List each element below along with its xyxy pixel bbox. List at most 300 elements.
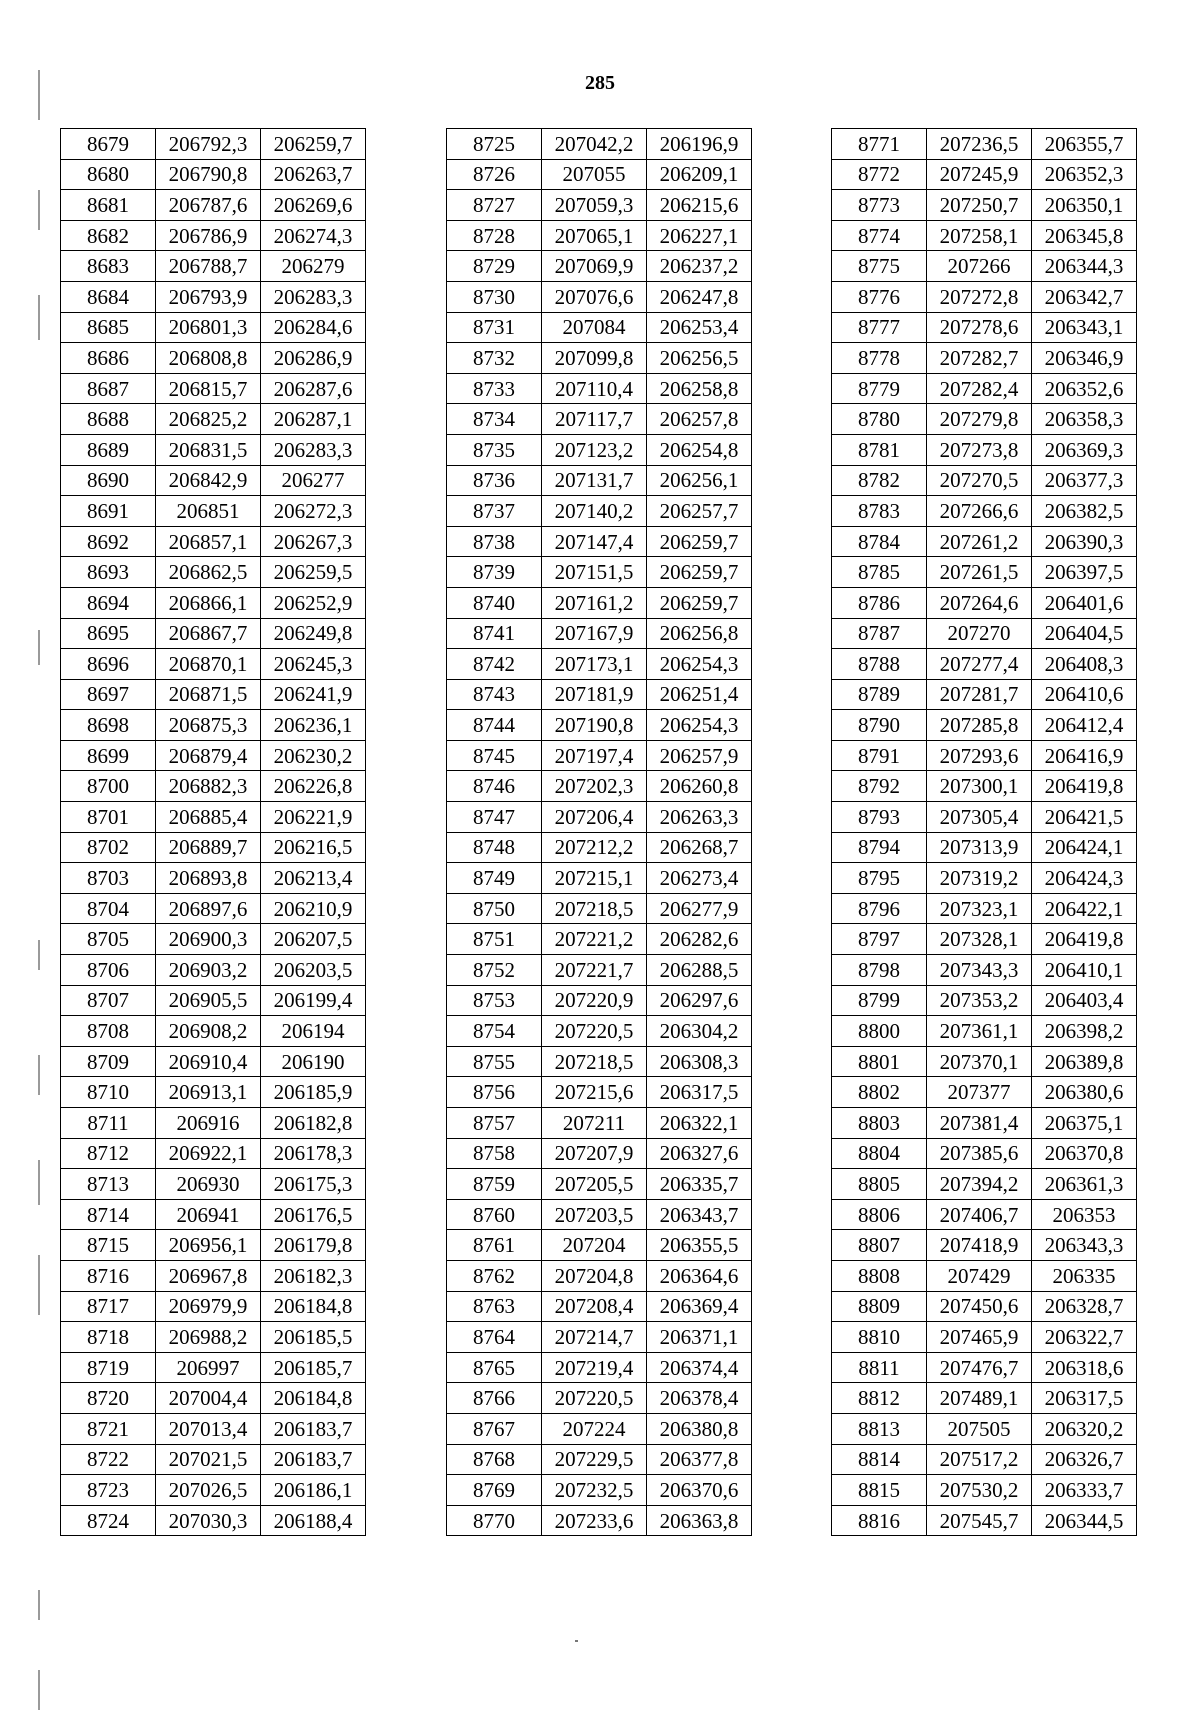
table-row [832,1138,1137,1169]
point-number-cell: 8791 [832,740,927,771]
y-coordinate-cell: 206257,7 [647,496,752,527]
table-row [61,740,366,771]
x-coordinate-cell: 206808,8 [156,343,261,374]
table-row [832,1413,1137,1444]
x-coordinate-cell: 207418,9 [927,1230,1032,1261]
y-coordinate-cell: 206182,3 [261,1260,366,1291]
point-number-cell: 8695 [61,618,156,649]
y-coordinate-cell: 206241,9 [261,679,366,710]
y-coordinate-cell: 206263,3 [647,802,752,833]
point-number-cell: 8782 [832,465,927,496]
x-coordinate-cell: 207545,7 [927,1505,1032,1536]
y-coordinate-cell: 206412,4 [1032,710,1137,741]
y-coordinate-cell: 206370,6 [647,1475,752,1506]
x-coordinate-cell: 207245,9 [927,159,1032,190]
table-row [61,434,366,465]
point-number-cell: 8745 [447,740,542,771]
x-coordinate-cell: 206866,1 [156,587,261,618]
table-row [447,740,752,771]
y-coordinate-cell: 206253,4 [647,312,752,343]
table-row [61,649,366,680]
x-coordinate-cell: 206788,7 [156,251,261,282]
x-coordinate-cell: 207021,5 [156,1444,261,1475]
table-row [832,649,1137,680]
y-coordinate-cell: 206196,9 [647,129,752,160]
table-row [832,1352,1137,1383]
table-row [832,1199,1137,1230]
y-coordinate-cell: 206375,1 [1032,1108,1137,1139]
y-coordinate-cell: 206184,8 [261,1291,366,1322]
y-coordinate-cell: 206210,9 [261,893,366,924]
y-coordinate-cell: 206259,5 [261,557,366,588]
y-coordinate-cell: 206176,5 [261,1199,366,1230]
point-number-cell: 8708 [61,1016,156,1047]
table-row [447,1322,752,1353]
y-coordinate-cell: 206272,3 [261,496,366,527]
y-coordinate-cell: 206254,3 [647,710,752,741]
x-coordinate-cell: 207211 [542,1108,647,1139]
y-coordinate-cell: 206377,8 [647,1444,752,1475]
y-coordinate-cell: 206186,1 [261,1475,366,1506]
point-number-cell: 8785 [832,557,927,588]
table-row [61,1138,366,1169]
table-row [447,129,752,160]
point-number-cell: 8683 [61,251,156,282]
y-coordinate-cell: 206328,7 [1032,1291,1137,1322]
point-number-cell: 8799 [832,985,927,1016]
table-row [61,1230,366,1261]
x-coordinate-cell: 206941 [156,1199,261,1230]
table-row [832,1322,1137,1353]
y-coordinate-cell: 206327,6 [647,1138,752,1169]
table-row [447,955,752,986]
table-row [447,343,752,374]
y-coordinate-cell: 206216,5 [261,832,366,863]
point-number-cell: 8740 [447,587,542,618]
x-coordinate-cell: 207328,1 [927,924,1032,955]
point-number-cell: 8776 [832,281,927,312]
x-coordinate-cell: 207013,4 [156,1413,261,1444]
point-number-cell: 8741 [447,618,542,649]
y-coordinate-cell: 206410,1 [1032,955,1137,986]
y-coordinate-cell: 206363,8 [647,1505,752,1536]
y-coordinate-cell: 206226,8 [261,771,366,802]
point-number-cell: 8718 [61,1322,156,1353]
table-row [61,893,366,924]
x-coordinate-cell: 207055 [542,159,647,190]
point-number-cell: 8781 [832,434,927,465]
table-row [61,1291,366,1322]
point-number-cell: 8692 [61,526,156,557]
y-coordinate-cell: 206277 [261,465,366,496]
table-row [447,1291,752,1322]
y-coordinate-cell: 206188,4 [261,1505,366,1536]
table-row [832,159,1137,190]
table-row [447,1046,752,1077]
point-number-cell: 8762 [447,1260,542,1291]
x-coordinate-cell: 207361,1 [927,1016,1032,1047]
x-coordinate-cell: 207076,6 [542,281,647,312]
x-coordinate-cell: 207343,3 [927,955,1032,986]
x-coordinate-cell: 206851 [156,496,261,527]
x-coordinate-cell: 207465,9 [927,1322,1032,1353]
y-coordinate-cell: 206245,3 [261,649,366,680]
table-row [61,1444,366,1475]
table-row [447,771,752,802]
table-row [832,434,1137,465]
x-coordinate-cell: 206885,4 [156,802,261,833]
y-coordinate-cell: 206184,8 [261,1383,366,1414]
table-row [61,771,366,802]
x-coordinate-cell: 207215,6 [542,1077,647,1108]
table-row [447,587,752,618]
point-number-cell: 8816 [832,1505,927,1536]
table-row [447,159,752,190]
x-coordinate-cell: 207282,7 [927,343,1032,374]
point-number-cell: 8783 [832,496,927,527]
table-row [832,220,1137,251]
x-coordinate-cell: 207281,7 [927,679,1032,710]
x-coordinate-cell: 206979,9 [156,1291,261,1322]
table-row [61,190,366,221]
point-number-cell: 8808 [832,1260,927,1291]
table-row [61,985,366,1016]
x-coordinate-cell: 207030,3 [156,1505,261,1536]
point-number-cell: 8748 [447,832,542,863]
table-row [832,251,1137,282]
table-row [447,1444,752,1475]
x-coordinate-cell: 207208,4 [542,1291,647,1322]
y-coordinate-cell: 206221,9 [261,802,366,833]
table-row [832,1046,1137,1077]
table-row [447,679,752,710]
y-coordinate-cell: 206279 [261,251,366,282]
table-row [61,1046,366,1077]
table-row [61,373,366,404]
point-number-cell: 8775 [832,251,927,282]
point-number-cell: 8703 [61,863,156,894]
x-coordinate-cell: 207277,4 [927,649,1032,680]
point-number-cell: 8738 [447,526,542,557]
x-coordinate-cell: 207220,9 [542,985,647,1016]
table-row [61,1352,366,1383]
x-coordinate-cell: 207233,6 [542,1505,647,1536]
x-coordinate-cell: 206787,6 [156,190,261,221]
x-coordinate-cell: 206831,5 [156,434,261,465]
point-number-cell: 8729 [447,251,542,282]
x-coordinate-cell: 206908,2 [156,1016,261,1047]
x-coordinate-cell: 207197,4 [542,740,647,771]
y-coordinate-cell: 206230,2 [261,740,366,771]
table-row [832,1291,1137,1322]
point-number-cell: 8716 [61,1260,156,1291]
x-coordinate-cell: 207264,6 [927,587,1032,618]
x-coordinate-cell: 207406,7 [927,1199,1032,1230]
scan-artifact-line [38,190,40,230]
table-row [832,129,1137,160]
table-row [61,465,366,496]
y-coordinate-cell: 206369,4 [647,1291,752,1322]
table-row [447,312,752,343]
x-coordinate-cell: 207190,8 [542,710,647,741]
point-number-cell: 8735 [447,434,542,465]
point-number-cell: 8756 [447,1077,542,1108]
x-coordinate-cell: 206875,3 [156,710,261,741]
x-coordinate-cell: 207505 [927,1413,1032,1444]
point-number-cell: 8804 [832,1138,927,1169]
x-coordinate-cell: 206900,3 [156,924,261,955]
x-coordinate-cell: 206916 [156,1108,261,1139]
table-row [447,1505,752,1536]
x-coordinate-cell: 207221,2 [542,924,647,955]
y-coordinate-cell: 206185,7 [261,1352,366,1383]
y-coordinate-cell: 206213,4 [261,863,366,894]
x-coordinate-cell: 207270,5 [927,465,1032,496]
x-coordinate-cell: 207140,2 [542,496,647,527]
y-coordinate-cell: 206369,3 [1032,434,1137,465]
table-row [61,1199,366,1230]
point-number-cell: 8723 [61,1475,156,1506]
point-number-cell: 8807 [832,1230,927,1261]
x-coordinate-cell: 206842,9 [156,465,261,496]
y-coordinate-cell: 206269,6 [261,190,366,221]
table-row [61,404,366,435]
table-row [447,1352,752,1383]
x-coordinate-cell: 207147,4 [542,526,647,557]
scan-artifact-line [38,1590,40,1620]
x-coordinate-cell: 207203,5 [542,1199,647,1230]
y-coordinate-cell: 206377,3 [1032,465,1137,496]
x-coordinate-cell: 207221,7 [542,955,647,986]
point-number-cell: 8800 [832,1016,927,1047]
y-coordinate-cell: 206344,3 [1032,251,1137,282]
table-row [447,985,752,1016]
point-number-cell: 8714 [61,1199,156,1230]
x-coordinate-cell: 206857,1 [156,526,261,557]
y-coordinate-cell: 206355,7 [1032,129,1137,160]
table-row [61,220,366,251]
y-coordinate-cell: 206297,6 [647,985,752,1016]
scan-artifact-line [38,630,40,665]
point-number-cell: 8712 [61,1138,156,1169]
point-number-cell: 8755 [447,1046,542,1077]
point-number-cell: 8750 [447,893,542,924]
x-coordinate-cell: 207229,5 [542,1444,647,1475]
y-coordinate-cell: 206267,3 [261,526,366,557]
x-coordinate-cell: 207004,4 [156,1383,261,1414]
x-coordinate-cell: 207218,5 [542,893,647,924]
y-coordinate-cell: 206404,5 [1032,618,1137,649]
point-number-cell: 8682 [61,220,156,251]
x-coordinate-cell: 207167,9 [542,618,647,649]
y-coordinate-cell: 206282,6 [647,924,752,955]
table-row [832,740,1137,771]
table-row [832,190,1137,221]
y-coordinate-cell: 206268,7 [647,832,752,863]
table-row [832,679,1137,710]
x-coordinate-cell: 206786,9 [156,220,261,251]
x-coordinate-cell: 206897,6 [156,893,261,924]
y-coordinate-cell: 206175,3 [261,1169,366,1200]
y-coordinate-cell: 206203,5 [261,955,366,986]
x-coordinate-cell: 207131,7 [542,465,647,496]
table-row [61,343,366,374]
y-coordinate-cell: 206274,3 [261,220,366,251]
table-row [832,281,1137,312]
point-number-cell: 8752 [447,955,542,986]
table-row [61,924,366,955]
y-coordinate-cell: 206371,1 [647,1322,752,1353]
x-coordinate-cell: 207273,8 [927,434,1032,465]
point-number-cell: 8742 [447,649,542,680]
point-number-cell: 8705 [61,924,156,955]
y-coordinate-cell: 206215,6 [647,190,752,221]
x-coordinate-cell: 207123,2 [542,434,647,465]
point-number-cell: 8764 [447,1322,542,1353]
point-number-cell: 8810 [832,1322,927,1353]
point-number-cell: 8763 [447,1291,542,1322]
y-coordinate-cell: 206342,7 [1032,281,1137,312]
x-coordinate-cell: 207117,7 [542,404,647,435]
table-row [832,404,1137,435]
y-coordinate-cell: 206382,5 [1032,496,1137,527]
point-number-cell: 8732 [447,343,542,374]
table-row [61,159,366,190]
y-coordinate-cell: 206287,6 [261,373,366,404]
point-number-cell: 8711 [61,1108,156,1139]
y-coordinate-cell: 206401,6 [1032,587,1137,618]
point-number-cell: 8691 [61,496,156,527]
point-number-cell: 8803 [832,1108,927,1139]
table-row [447,710,752,741]
table-row [447,1413,752,1444]
table-row [447,1199,752,1230]
point-number-cell: 8734 [447,404,542,435]
point-number-cell: 8760 [447,1199,542,1230]
point-number-cell: 8731 [447,312,542,343]
point-number-cell: 8790 [832,710,927,741]
table-row [447,802,752,833]
point-number-cell: 8746 [447,771,542,802]
y-coordinate-cell: 206251,4 [647,679,752,710]
x-coordinate-cell: 207323,1 [927,893,1032,924]
x-coordinate-cell: 207220,5 [542,1383,647,1414]
y-coordinate-cell: 206344,5 [1032,1505,1137,1536]
point-number-cell: 8787 [832,618,927,649]
point-number-cell: 8767 [447,1413,542,1444]
table-row [61,1077,366,1108]
point-number-cell: 8730 [447,281,542,312]
x-coordinate-cell: 207313,9 [927,832,1032,863]
x-coordinate-cell: 207530,2 [927,1475,1032,1506]
table-row [61,955,366,986]
table-row [832,312,1137,343]
x-coordinate-cell: 207282,4 [927,373,1032,404]
point-number-cell: 8701 [61,802,156,833]
point-number-cell: 8761 [447,1230,542,1261]
x-coordinate-cell: 207450,6 [927,1291,1032,1322]
y-coordinate-cell: 206335 [1032,1260,1137,1291]
x-coordinate-cell: 207099,8 [542,343,647,374]
table-row [447,832,752,863]
x-coordinate-cell: 206879,4 [156,740,261,771]
y-coordinate-cell: 206227,1 [647,220,752,251]
y-coordinate-cell: 206257,9 [647,740,752,771]
table-row [832,618,1137,649]
coordinates-table-1 [60,128,366,1536]
y-coordinate-cell: 206236,1 [261,710,366,741]
x-coordinate-cell: 207394,2 [927,1169,1032,1200]
point-number-cell: 8737 [447,496,542,527]
y-coordinate-cell: 206398,2 [1032,1016,1137,1047]
y-coordinate-cell: 206350,1 [1032,190,1137,221]
point-number-cell: 8684 [61,281,156,312]
table-row [832,985,1137,1016]
point-number-cell: 8805 [832,1169,927,1200]
y-coordinate-cell: 206286,9 [261,343,366,374]
y-coordinate-cell: 206421,5 [1032,802,1137,833]
x-coordinate-cell: 206930 [156,1169,261,1200]
y-coordinate-cell: 206183,7 [261,1444,366,1475]
point-number-cell: 8789 [832,679,927,710]
point-number-cell: 8773 [832,190,927,221]
table-row [447,465,752,496]
point-number-cell: 8679 [61,129,156,160]
y-coordinate-cell: 206256,5 [647,343,752,374]
x-coordinate-cell: 207266 [927,251,1032,282]
point-number-cell: 8797 [832,924,927,955]
x-coordinate-cell: 207476,7 [927,1352,1032,1383]
point-number-cell: 8685 [61,312,156,343]
x-coordinate-cell: 206871,5 [156,679,261,710]
table-row [447,190,752,221]
x-coordinate-cell: 207250,7 [927,190,1032,221]
table-row [61,1108,366,1139]
point-number-cell: 8788 [832,649,927,680]
scan-artifact-dot [575,1640,578,1642]
table-row [832,924,1137,955]
scan-artifact-line [38,295,40,340]
y-coordinate-cell: 206322,1 [647,1108,752,1139]
table-row [447,1260,752,1291]
y-coordinate-cell: 206389,8 [1032,1046,1137,1077]
point-number-cell: 8720 [61,1383,156,1414]
y-coordinate-cell: 206374,4 [647,1352,752,1383]
x-coordinate-cell: 207181,9 [542,679,647,710]
table-row [832,1475,1137,1506]
y-coordinate-cell: 206178,3 [261,1138,366,1169]
x-coordinate-cell: 207489,1 [927,1383,1032,1414]
table-row [447,251,752,282]
table-row [832,1505,1137,1536]
point-number-cell: 8704 [61,893,156,924]
table-row [447,1230,752,1261]
table-row [61,1475,366,1506]
point-number-cell: 8765 [447,1352,542,1383]
y-coordinate-cell: 206259,7 [261,129,366,160]
x-coordinate-cell: 206867,7 [156,618,261,649]
point-number-cell: 8736 [447,465,542,496]
point-number-cell: 8710 [61,1077,156,1108]
point-number-cell: 8696 [61,649,156,680]
x-coordinate-cell: 207026,5 [156,1475,261,1506]
point-number-cell: 8774 [832,220,927,251]
point-number-cell: 8690 [61,465,156,496]
x-coordinate-cell: 206825,2 [156,404,261,435]
y-coordinate-cell: 206353 [1032,1199,1137,1230]
y-coordinate-cell: 206378,4 [647,1383,752,1414]
table-row [61,526,366,557]
